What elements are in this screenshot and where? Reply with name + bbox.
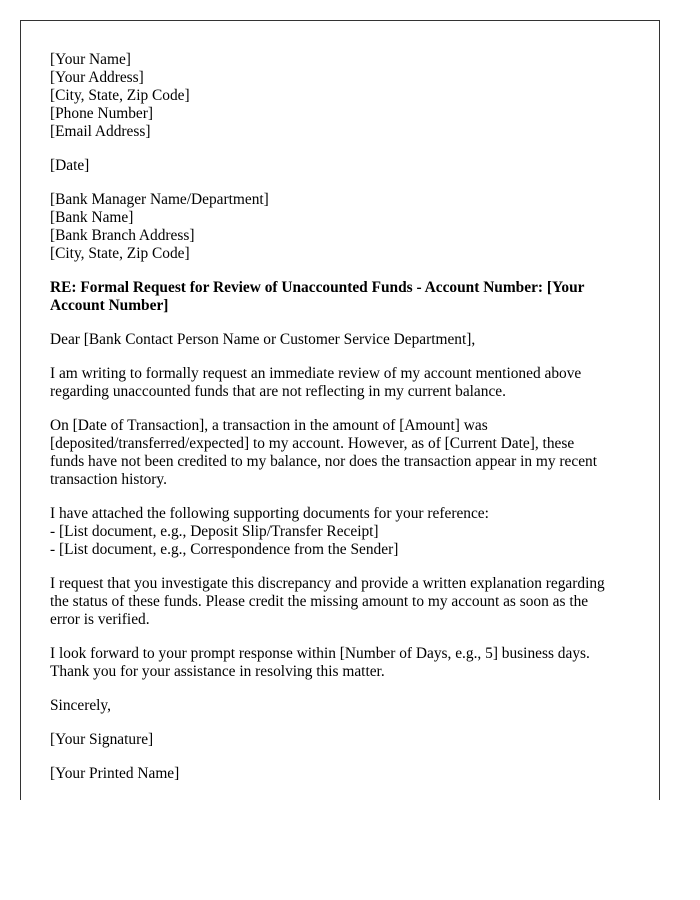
paragraph-line: [deposited/transferred/expected] to my account. However, as of [Current Date], these xyxy=(50,435,575,452)
subject-line xyxy=(50,279,640,315)
paragraph-line: On [Date of Transaction], a transaction in the amount of [Amount] was xyxy=(50,417,488,434)
recipient-manager: [Bank Manager Name/Department] xyxy=(50,191,269,208)
sender-email: [Email Address] xyxy=(50,123,151,140)
paragraph-line: error is verified. xyxy=(50,611,150,628)
paragraph-line: I request that you investigate this discrepancy and provide a written explanation regarding xyxy=(50,575,605,592)
sender-block xyxy=(50,51,640,141)
sender-name: [Your Name] xyxy=(50,51,131,68)
paragraph-attachments xyxy=(50,505,640,559)
paragraph-followup xyxy=(50,645,640,681)
printed-name-text: [Your Printed Name] xyxy=(50,765,180,782)
paragraph-request xyxy=(50,365,640,401)
sender-phone: [Phone Number] xyxy=(50,105,154,122)
paragraph-line: I have attached the following supporting documents for your reference: xyxy=(50,505,489,522)
paragraph-line: regarding unaccounted funds that are not reflecting in my current balance. xyxy=(50,383,506,400)
letter-page xyxy=(20,20,660,800)
attachment-item: - [List document, e.g., Correspondence from the Sender] xyxy=(50,541,399,558)
signature-text: [Your Signature] xyxy=(50,731,154,748)
date-block xyxy=(50,157,640,175)
paragraph-line: the status of these funds. Please credit the missing amount to my account as soon as the xyxy=(50,593,589,610)
recipient-bank: [Bank Name] xyxy=(50,209,134,226)
paragraph-line: Thank you for your assistance in resolving this matter. xyxy=(50,663,385,680)
recipient-block xyxy=(50,191,640,263)
printed-name xyxy=(50,765,640,783)
salutation xyxy=(50,331,640,349)
salutation-text: Dear [Bank Contact Person Name or Customer Service Department], xyxy=(50,331,476,348)
sender-city: [City, State, Zip Code] xyxy=(50,87,190,104)
sender-address: [Your Address] xyxy=(50,69,144,86)
paragraph-line: transaction history. xyxy=(50,471,167,488)
paragraph-line: I look forward to your prompt response within [Number of Days, e.g., 5] business days. xyxy=(50,645,590,662)
paragraph-line: funds have not been credited to my balance, nor does the transaction appear in my recent xyxy=(50,453,598,470)
paragraph-transaction xyxy=(50,417,640,489)
subject-line-1: RE: Formal Request for Review of Unaccounted Funds - Account Number: [Your xyxy=(50,279,585,296)
subject-line-2: Account Number] xyxy=(50,297,169,314)
letter-date: [Date] xyxy=(50,157,90,174)
paragraph-investigate xyxy=(50,575,640,629)
recipient-city: [City, State, Zip Code] xyxy=(50,245,190,262)
signature xyxy=(50,731,640,749)
recipient-branch-address: [Bank Branch Address] xyxy=(50,227,195,244)
paragraph-line: I am writing to formally request an immediate review of my account mentioned above xyxy=(50,365,582,382)
closing xyxy=(50,697,640,715)
closing-text: Sincerely, xyxy=(50,697,111,714)
attachment-item: - [List document, e.g., Deposit Slip/Transfer Receipt] xyxy=(50,523,379,540)
letter-content xyxy=(50,51,640,799)
